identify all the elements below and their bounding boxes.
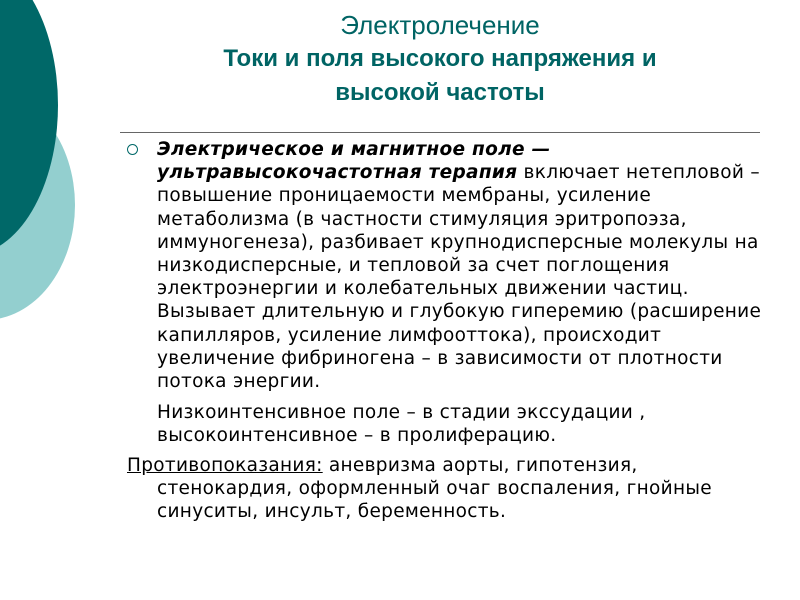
slide-subtitle-line-1: Токи и поля высокого напряжения и (223, 45, 657, 72)
contraindications-text-2: стенокардия, оформленный очаг воспаления, гнойные синуситы, инсульт, беременность. (157, 477, 712, 523)
slide-subtitle-line-2: высокой частоты (335, 79, 545, 106)
contraindications-line-1 (127, 454, 767, 477)
bullet-body-text: включает нетепловой – повышение проницаемости мембраны, усиление метаболизма (в частности стимуляция эритропоэза, иммуногенеза), разбивает крупнодисперсные молекулы на низкодисперсные, и тепловой за счет поглощения электроэнергии и колебательных движении частиц. Вызывает длительную и глубокую гиперемию (расширение капилляров, усиление лимфооттока), происходит увеличение фибриногена – в зависимости от плотности потока энергии. (157, 162, 762, 393)
title-divider (120, 132, 760, 133)
contraindications-text-1: аневризма аорты, гипотензия, (322, 454, 638, 476)
contraindications-label: Противопоказания: (127, 454, 323, 476)
paragraph-intensity (127, 401, 767, 447)
bullet-circle-icon (127, 144, 138, 155)
slide-title: Электролечение (340, 10, 540, 40)
bullet-lead-text: Электрическое и магнитное поле — ультравысокочастотная терапия (157, 139, 551, 184)
contraindications (127, 454, 767, 524)
slide-body (127, 138, 767, 523)
paragraph-intensity-text: Низкоинтенсивное поле – в стадии экссудации , высокоинтенсивное – в пролиферацию. (157, 402, 646, 447)
slide-title-block (120, 4, 760, 110)
bullet-item (127, 138, 767, 393)
